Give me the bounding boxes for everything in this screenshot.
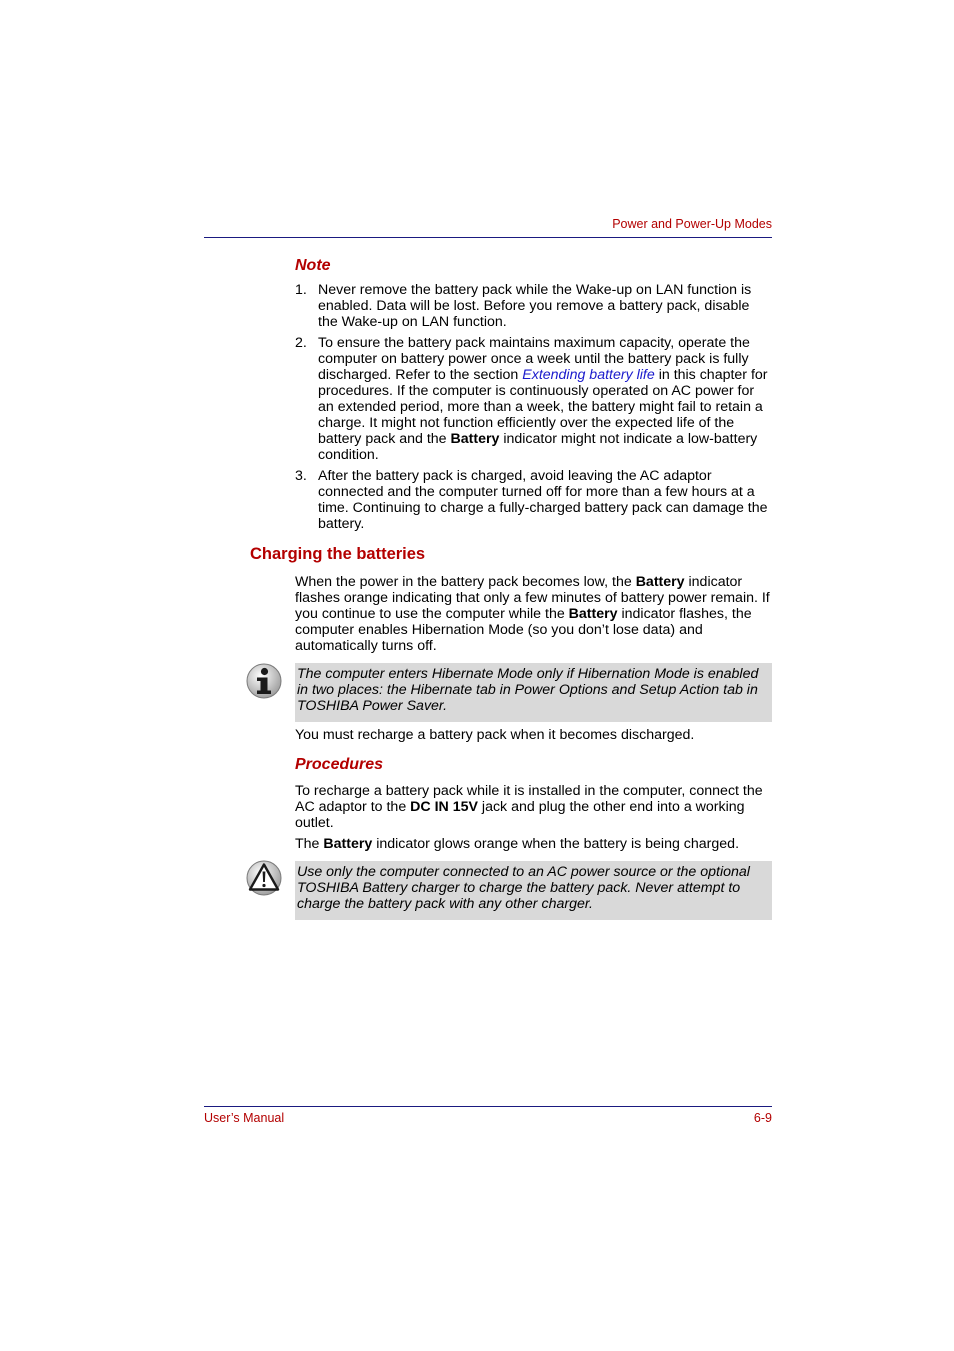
note-item-text: in this chapter for procedures. If the computer is continuously operated on AC power for an extended period, more than a week, the battery might fail to retain a charge. It might not function efficiently over the expected life of the battery pack and the [318, 367, 768, 447]
note-list [295, 282, 772, 537]
note-item-3 [295, 468, 772, 532]
page-number: 6-9 [753, 1111, 772, 1125]
note-item-text: To ensure the battery pack maintains maximum capacity, operate the computer on battery power once a week until the battery pack is fully discharged. Refer to the section [318, 335, 750, 383]
list-number: 2. [295, 335, 307, 351]
battery-term: Battery [323, 836, 373, 852]
note-item-text: indicator might not indicate a low-battery condition. [318, 431, 758, 463]
warning-callout: Use only the computer connected to an AC power source or the optional TOSHIBA Battery charger to charge the battery pack. Never attempt to charge the battery pack with any other charger. [295, 861, 772, 920]
battery-term: Battery [450, 431, 500, 447]
text-run: To recharge a battery pack while it is installed in the computer, connect the AC adaptor to the [295, 783, 763, 815]
dc-in-term: DC IN 15V [410, 799, 478, 815]
note-item-1 [295, 282, 772, 330]
procedures-paragraph-1 [295, 783, 772, 831]
running-header: Power and Power-Up Modes [612, 217, 772, 231]
footer-divider [204, 1106, 772, 1107]
battery-term: Battery [635, 574, 685, 590]
procedures-heading: Procedures [295, 756, 384, 773]
footer-manual-title: User’s Manual [204, 1111, 285, 1125]
warning-icon [245, 859, 283, 897]
extending-battery-life-link[interactable]: Extending battery life [522, 367, 655, 383]
note-item-text: After the battery pack is charged, avoid leaving the AC adaptor connected and the computer turned off for more than a few hours at a time. Continuing to charge a fully-charged battery pack can damage the battery. [318, 468, 768, 532]
procedures-paragraph-2 [295, 836, 772, 852]
info-callout: The computer enters Hibernate Mode only if Hibernation Mode is enabled in two places: the Hibernate tab in Power Options and Setup Action tab in TOSHIBA Power Saver. [295, 663, 772, 722]
list-number: 3. [295, 468, 307, 484]
note-item-text: Never remove the battery pack while the Wake-up on LAN function is enabled. Data will be lost. Before you remove a battery pack, disable the Wake-up on LAN function. [318, 282, 752, 330]
recharge-paragraph: You must recharge a battery pack when it becomes discharged. [295, 727, 695, 743]
note-item-2 [295, 335, 772, 463]
text-run: When the power in the battery pack becomes low, the [295, 574, 636, 590]
list-number: 1. [295, 282, 307, 298]
battery-term: Battery [568, 606, 618, 622]
header-divider [204, 237, 772, 238]
text-run: indicator flashes orange indicating that only a few minutes of battery power remain. If you continue to use the computer while the [295, 574, 770, 622]
section-heading-charging: Charging the batteries [250, 545, 426, 563]
info-icon [245, 662, 283, 700]
text-run: indicator flashes, the computer enables Hibernation Mode (so you don’t lose data) and automatically turns off. [295, 606, 752, 654]
text-run: indicator glows orange when the battery is being charged. [372, 836, 740, 852]
text-run: The [295, 836, 324, 852]
charging-paragraph [295, 574, 772, 654]
note-heading: Note [295, 257, 331, 274]
text-run: jack and plug the other end into a working outlet. [295, 799, 745, 831]
